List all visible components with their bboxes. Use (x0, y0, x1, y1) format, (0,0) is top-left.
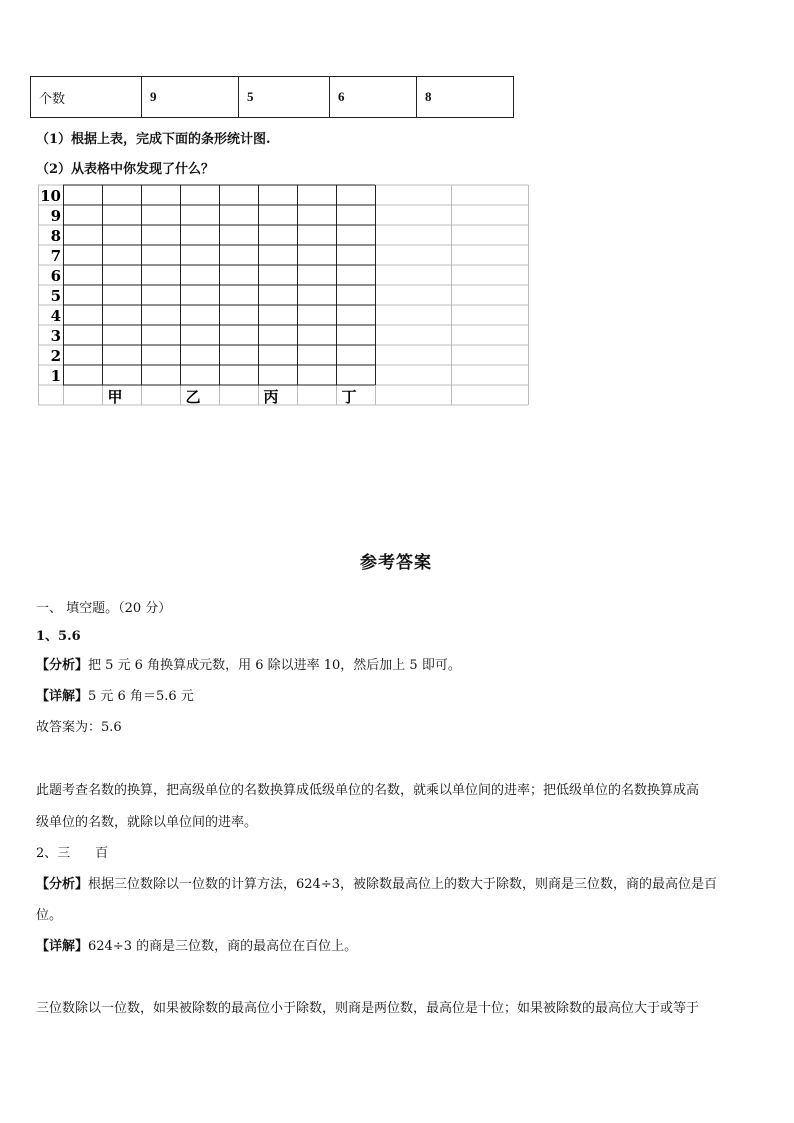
q2-answer: 2、三 百 (36, 846, 109, 861)
y-tick-label: 2 (50, 347, 61, 365)
analysis-tag: 【分析】 (36, 877, 89, 892)
q1-answer: 1、5.6 (36, 629, 81, 644)
y-tick-label: 6 (50, 267, 61, 285)
table-cell: 5 (239, 77, 330, 118)
q2-note-line1: 三位数除以一位数，如果被除数的最高位小于除数，则商是两位数，最高位是十位；如果被除数的最高位大于或等于 (36, 1001, 700, 1016)
q1-note-line1: 此题考查名数的换算，把高级单位的名数换算成低级单位的名数，就乘以单位间的进率；把低级单位的名数换算成高 (36, 783, 700, 798)
detail-tag: 【详解】 (36, 689, 89, 704)
section-heading: 一、 填空题。（20 分） (36, 601, 172, 616)
table-cell: 8 (417, 77, 514, 118)
x-tick-label: 乙 (185, 388, 201, 406)
question-2: （2）从表格中你发现了什么？ (36, 162, 215, 177)
q1-analysis (36, 657, 461, 675)
row-label: 个数 (31, 77, 142, 118)
y-tick-label: 3 (50, 327, 61, 345)
y-tick-label: 9 (50, 207, 61, 225)
analysis-text: 把 5 元 6 角换算成元数，用 6 除以进率 10，然后加上 5 即可。 (88, 658, 461, 673)
x-tick-label: 甲 (107, 388, 123, 406)
table-cell: 6 (330, 77, 417, 118)
table-cell: 9 (142, 77, 239, 118)
q1-note-line2: 级单位的名数，就除以单位间的进率。 (36, 815, 258, 830)
detail-text: 5 元 6 角＝5.6 元 (88, 689, 194, 704)
q2-analysis-line2: 位。 (36, 908, 63, 923)
grid-lines (38, 185, 529, 405)
q1-conclusion: 故答案为：5.6 (36, 720, 122, 735)
detail-tag: 【详解】 (36, 939, 89, 954)
q2-detail (36, 938, 357, 956)
x-tick-label: 丙 (263, 388, 279, 406)
x-axis-labels (107, 388, 356, 406)
y-tick-label: 7 (50, 247, 61, 265)
count-table (30, 76, 514, 118)
question-1: （1）根据上表，完成下面的条形统计图. (36, 132, 271, 147)
analysis-text: 根据三位数除以一位数的计算方法，624÷3，被除数最高位上的数大于除数，则商是三位数，商的最高位是百 (88, 877, 717, 892)
detail-text: 624÷3 的商是三位数，商的最高位在百位上。 (88, 939, 358, 954)
y-axis-labels (40, 187, 61, 385)
y-tick-label: 4 (50, 307, 61, 325)
analysis-tag: 【分析】 (36, 658, 89, 673)
table-row (31, 77, 514, 118)
q2-analysis (36, 876, 717, 894)
x-tick-label: 丁 (341, 388, 357, 406)
y-tick-label: 8 (50, 227, 61, 245)
q1-detail (36, 688, 194, 706)
y-tick-label: 10 (40, 187, 61, 205)
y-tick-label: 1 (50, 367, 61, 385)
bar-chart-grid (38, 184, 530, 406)
y-tick-label: 5 (50, 287, 61, 305)
answer-title: 参考答案 (360, 553, 432, 573)
